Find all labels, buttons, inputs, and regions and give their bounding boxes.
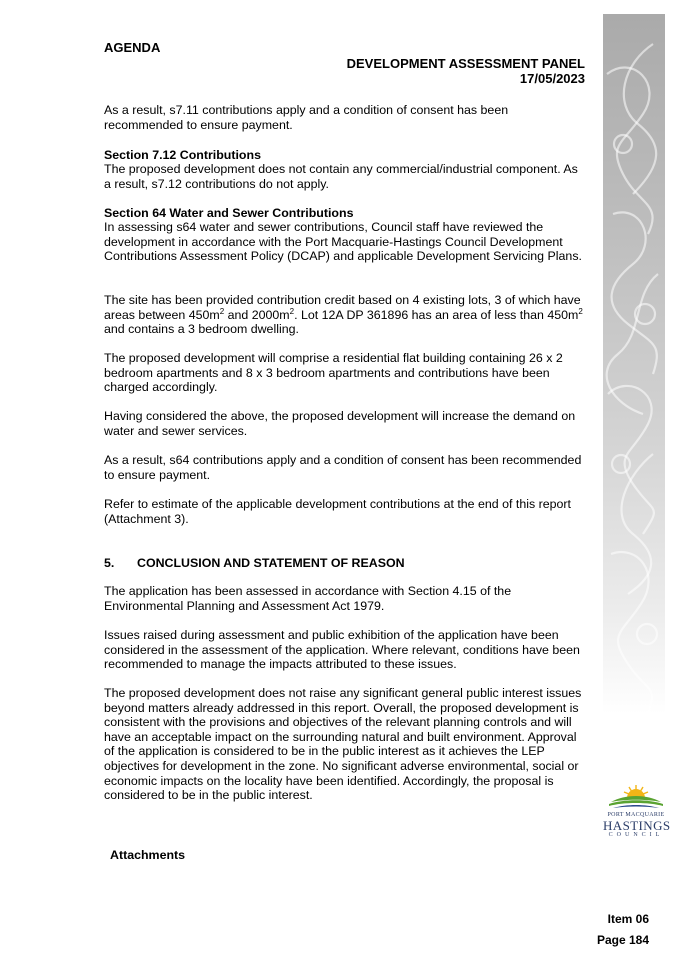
paragraph-assessed: The application has been assessed in accordance with Section 4.15 of the Environmental Planning and Assessment Act 1979.: [104, 584, 512, 613]
page-number: Page 184: [596, 933, 649, 947]
paragraph-residential-building: The proposed development will comprise a residential flat building containing 26 x 2 bedroom apartments and 8 x 3 bedroom apartments and contributions have been charged accordingly.: [104, 351, 563, 395]
paragraph-public-interest: The proposed development does not raise any significant general public interest issues beyond matters already addressed in this report. Overall, the proposed development is consistent with the provisions and objectives of the relevant planning controls and will have an acceptable impact on the surrounding natural and built environment. Approval of the application is considered to be in the public interest as it achieves the LEP objectives for development in the zone. No significant adverse environmental, social or economic impacts on the locality have been identified. Accordingly, the proposal is considered to be in the public interest.: [104, 686, 582, 803]
paragraph-contribution-credit: The site has been provided contribution credit based on 4 existing lots, 3 of which have areas between $450m^2$ and $2000m^2$. Lot 12A DP 361896 has an area of less than $450m^2$ and contains a 3 bedroom dwelling.: [104, 293, 583, 337]
council-logo: [603, 782, 669, 846]
swirl-pattern-icon: [603, 14, 665, 714]
paragraph-s64-result: As a result, s64 contributions apply and a condition of consent has been recommended to ensure payment.: [104, 453, 582, 482]
agenda-label: AGENDA: [104, 40, 161, 55]
paragraph-s712: The proposed development does not contain any commercial/industrial component. As a result, s7.12 contributions do not apply.: [104, 162, 578, 191]
paragraph-s711-result: As a result, s7.11 contributions apply and a condition of consent has been recommended to ensure payment.: [104, 103, 509, 132]
paragraph-issues: Issues raised during assessment and public exhibition of the application have been considered in the assessment of the application. Where relevant, conditions have been recommended to manage the impacts attributed to these issues.: [104, 628, 580, 672]
paragraph-refer-estimate: Refer to estimate of the applicable development contributions at the end of this report (Attachment 3).: [104, 497, 571, 526]
meeting-date: 17/05/2023: [519, 71, 585, 86]
logo-text-top: PORT MACQUARIE: [607, 812, 665, 818]
council-logo-emblem-icon: [603, 782, 669, 812]
panel-title: DEVELOPMENT ASSESSMENT PANEL: [346, 56, 585, 71]
logo-text-bottom: COUNCIL: [608, 832, 664, 838]
heading-section-712: Section 7.12 Contributions: [104, 148, 261, 162]
logo-text-main: HASTINGS: [603, 818, 671, 833]
attachments-heading: Attachments: [110, 848, 186, 862]
heading-section-64: Section 64 Water and Sewer Contributions: [104, 206, 354, 220]
item-number: Item 06: [607, 912, 649, 926]
paragraph-demand: Having considered the above, the proposed development will increase the demand on water and sewer services.: [104, 409, 576, 438]
section-5-number: 5.: [104, 556, 115, 570]
decorative-sidebar: [603, 14, 665, 714]
paragraph-s64-assessment: In assessing s64 water and sewer contributions, Council staff have reviewed the development in accordance with the Port Macquarie-Hastings Council Development Contributions Assessment Policy (DCAP) and applicable Development Servicing Plans.: [104, 220, 582, 264]
section-5-title: CONCLUSION AND STATEMENT OF REASON: [137, 556, 405, 570]
